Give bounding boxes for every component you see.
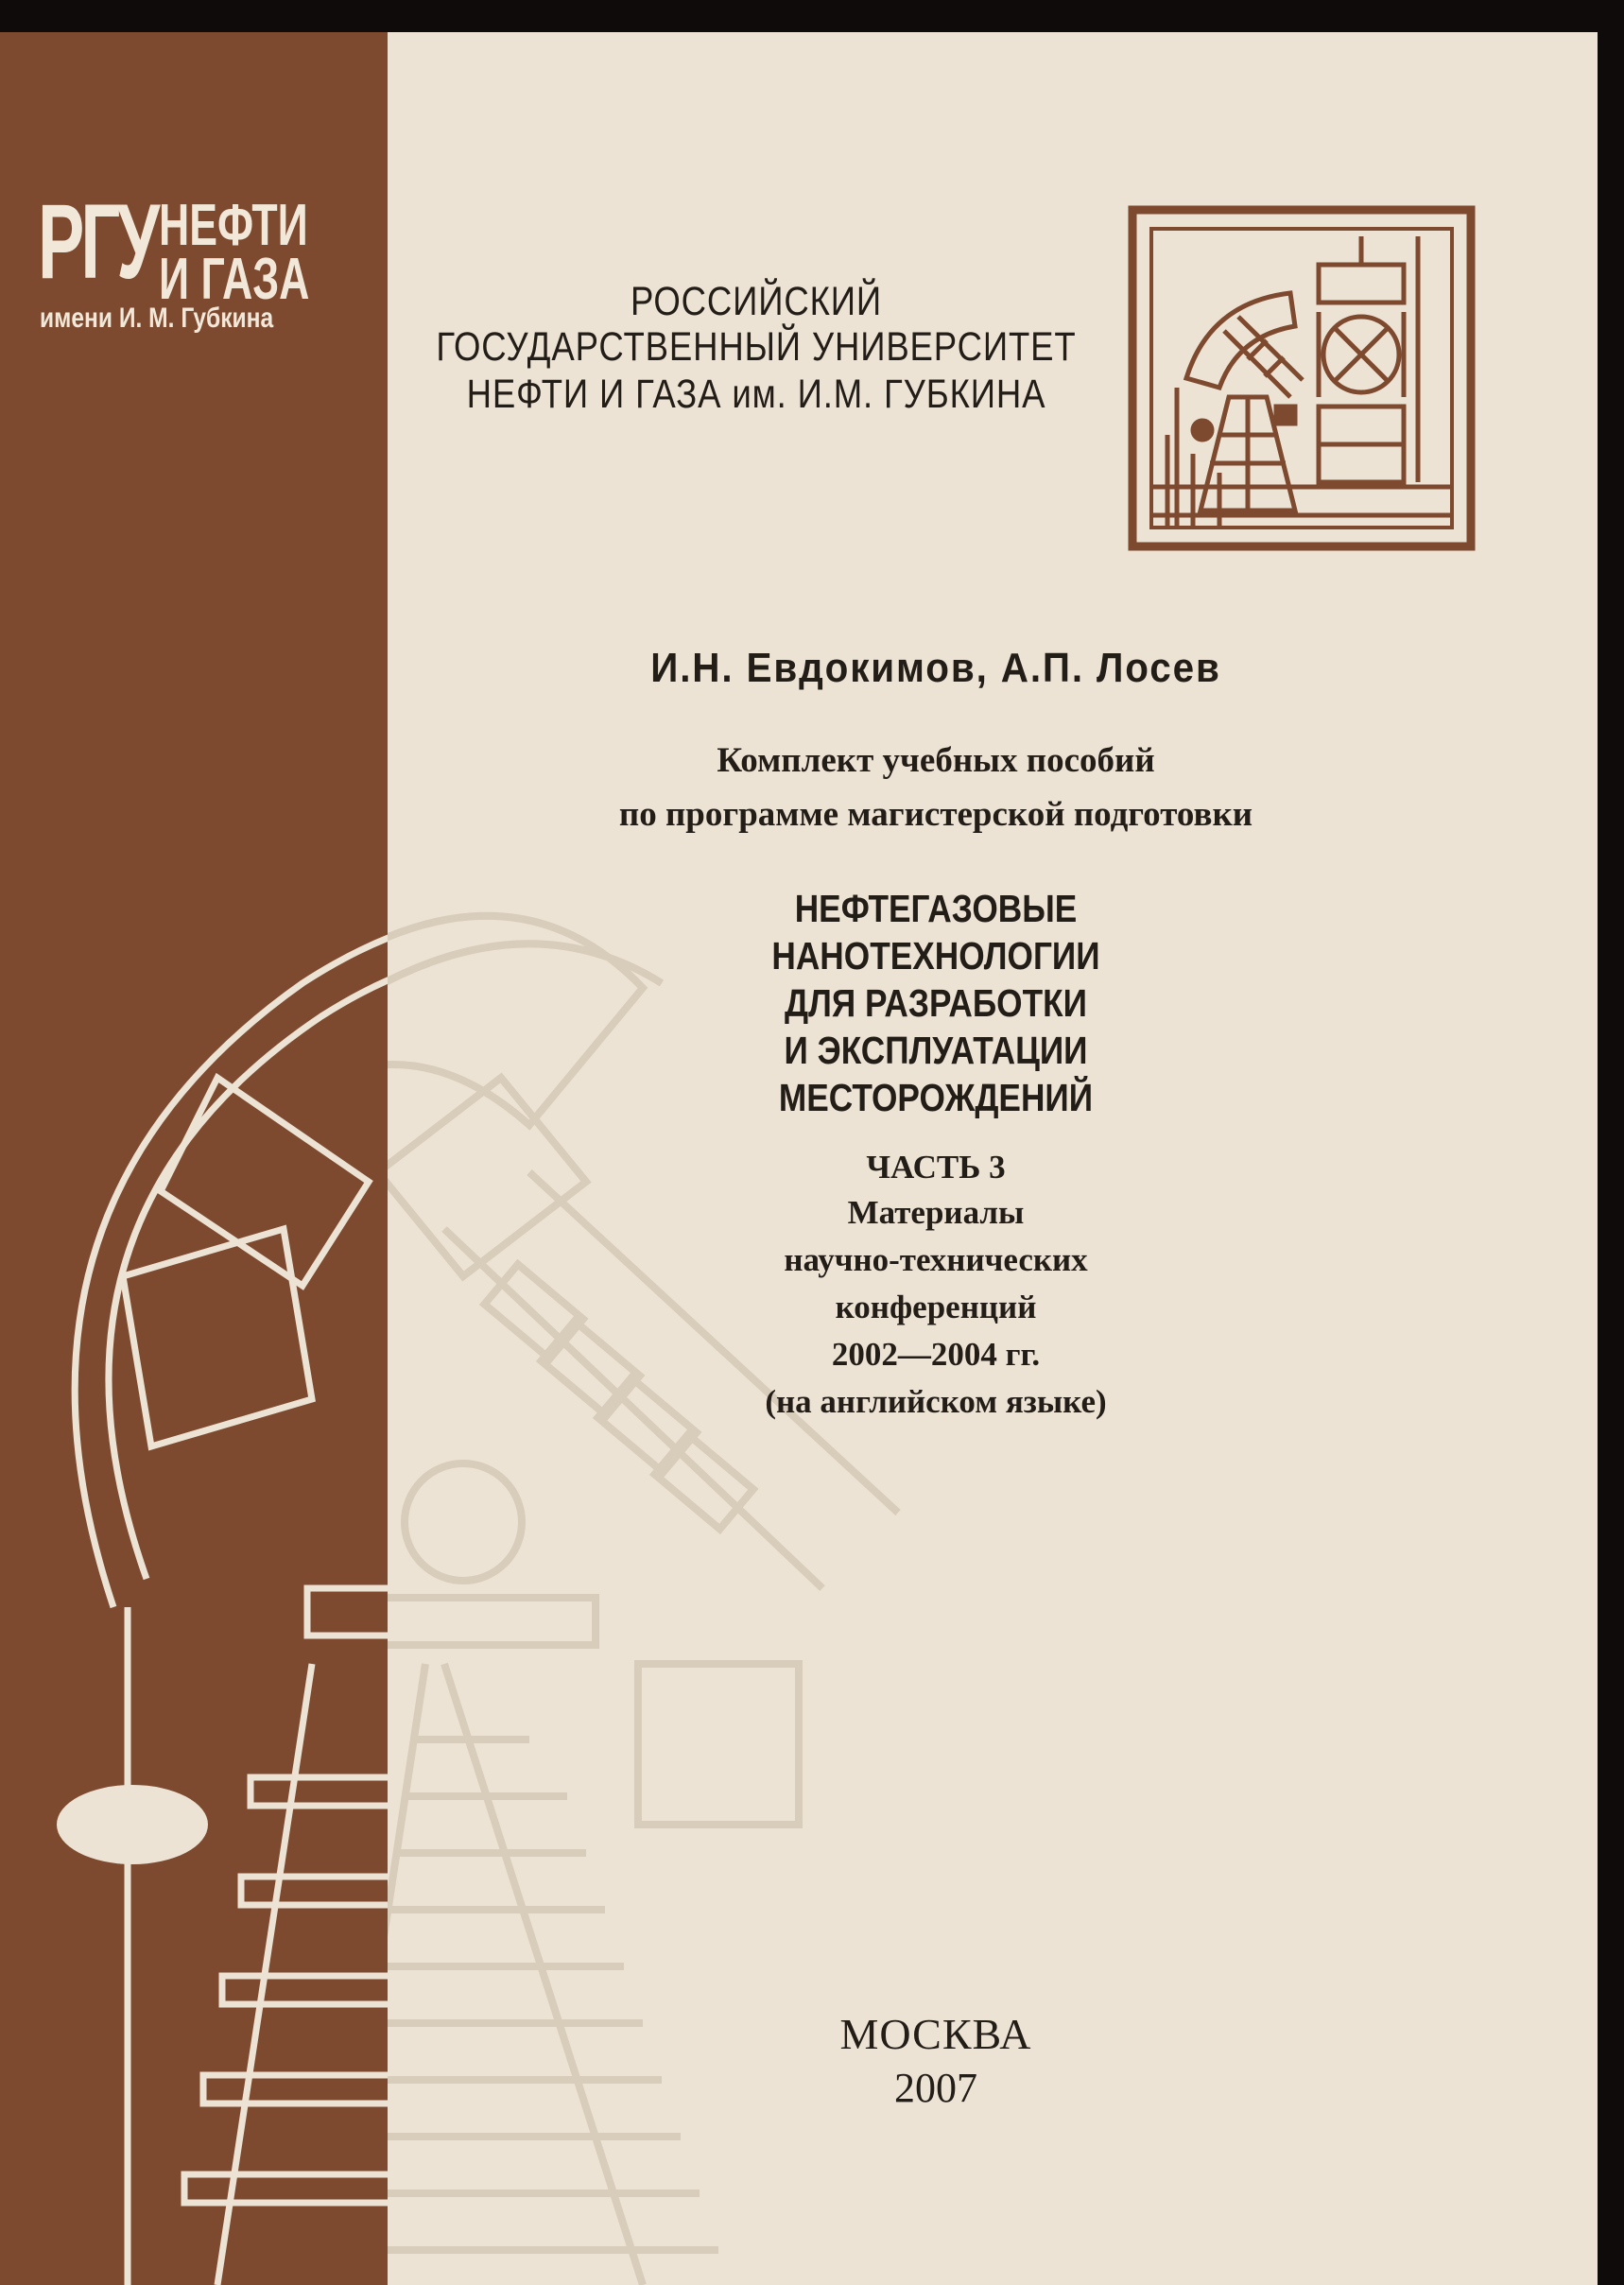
part-description-line1: Материалы bbox=[847, 1194, 1025, 1231]
series-line1: Комплект учебных пособий bbox=[717, 741, 1155, 780]
part-description-line3: конференций bbox=[835, 1289, 1037, 1325]
university-name-line3: НЕФТИ И ГАЗА им. И.М. ГУБКИНА bbox=[466, 372, 1046, 417]
logo-subtitle: имени И. М. Губкина bbox=[40, 303, 274, 334]
series-line2: по программе магистерской подготовки bbox=[618, 795, 1253, 834]
university-name-line1: РОССИЙСКИЙ bbox=[630, 279, 883, 324]
logo-word-nefti: НЕФТИ bbox=[159, 193, 308, 258]
part-description-line5: (на английском языке) bbox=[765, 1383, 1107, 1420]
book-title-line4: И ЭКСПЛУАТАЦИИ bbox=[784, 1029, 1088, 1072]
logo-abbreviation: РГУ bbox=[38, 182, 157, 301]
imprint-city: МОСКВА bbox=[839, 2010, 1032, 2058]
part-description-line2: научно-технических bbox=[784, 1241, 1088, 1278]
scan-edge-right bbox=[1598, 0, 1624, 2285]
authors: И.Н. Евдокимов, А.П. Лосев bbox=[650, 645, 1221, 691]
scan-edge-top bbox=[0, 0, 1624, 32]
university-emblem bbox=[1132, 210, 1471, 546]
book-title-line1: НЕФТЕГАЗОВЫЕ bbox=[794, 887, 1078, 930]
book-title-line5: МЕСТОРОЖДЕНИЙ bbox=[778, 1076, 1094, 1119]
book-title-line3: ДЛЯ РАЗРАБОТКИ bbox=[784, 981, 1088, 1025]
part-label: ЧАСТЬ 3 bbox=[866, 1149, 1006, 1186]
imprint-year: 2007 bbox=[894, 2065, 977, 2111]
logo-word-gaza: И ГАЗА bbox=[159, 247, 310, 312]
book-title-line2: НАНОТЕХНОЛОГИИ bbox=[771, 934, 1100, 978]
part-description-line4: 2002—2004 гг. bbox=[831, 1336, 1041, 1373]
university-name-line2: ГОСУДАРСТВЕННЫЙ УНИВЕРСИТЕТ bbox=[436, 324, 1077, 370]
